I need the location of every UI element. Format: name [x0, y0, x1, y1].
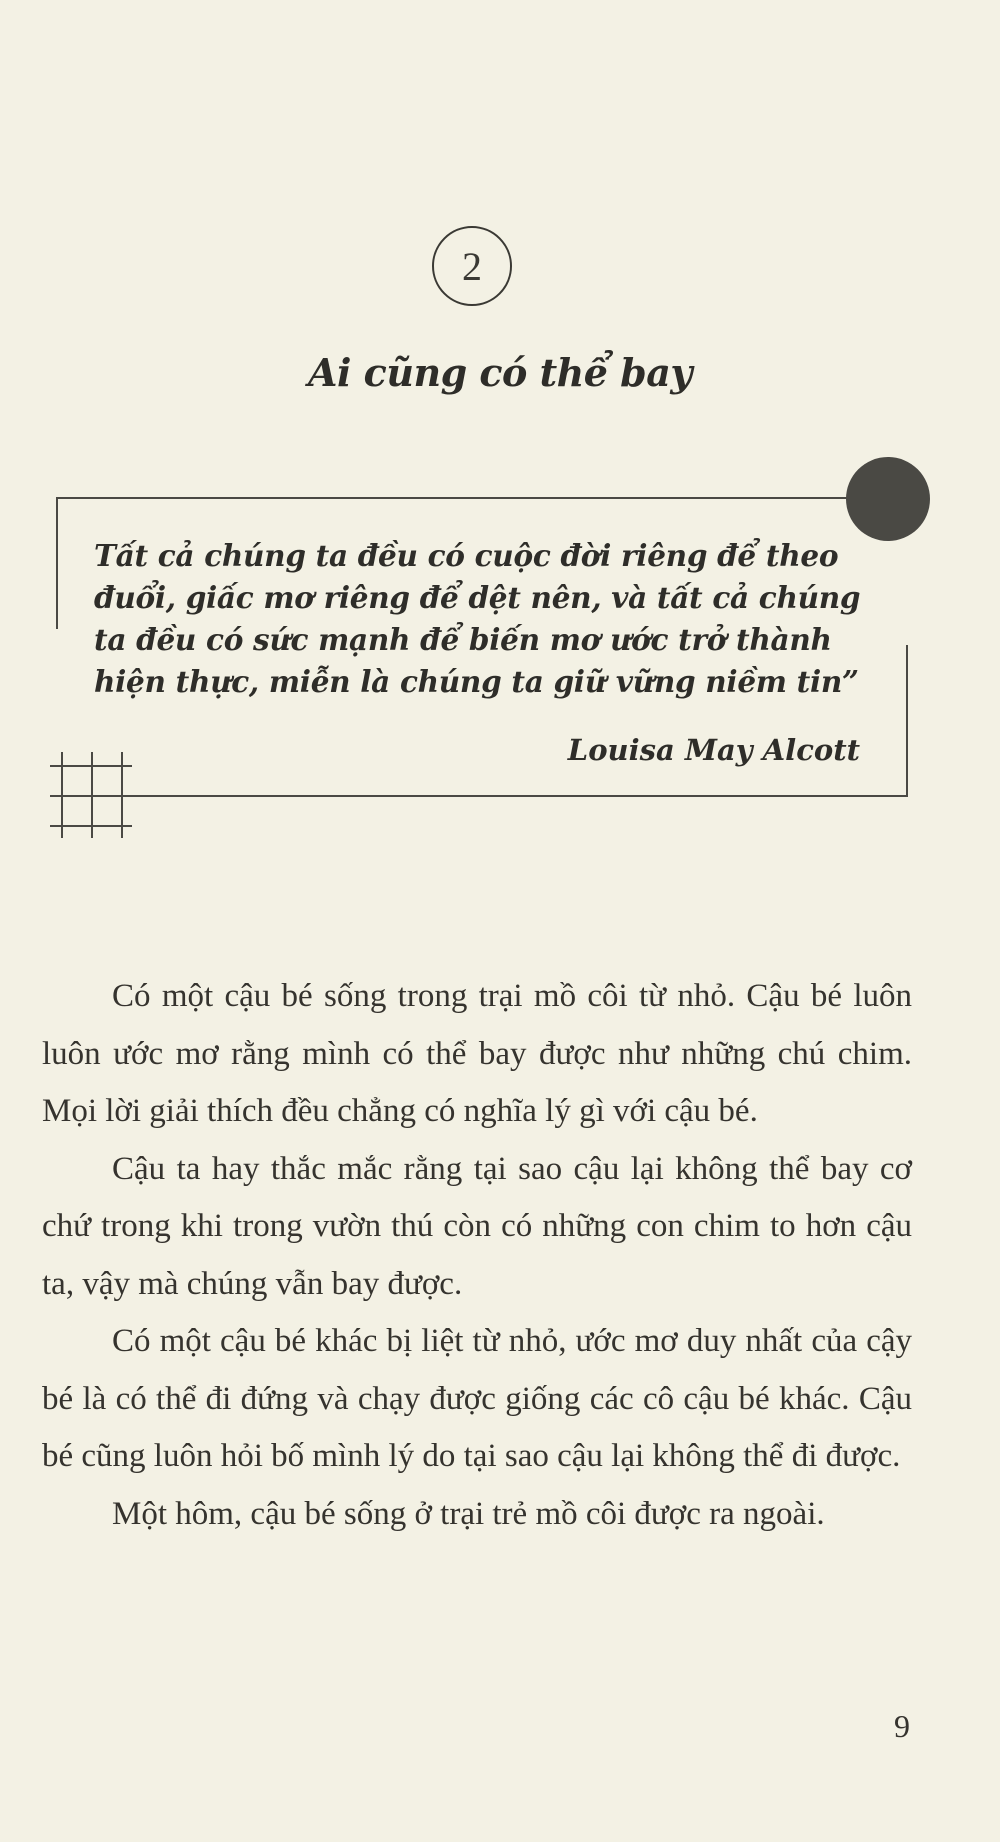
- quote-text: Tất cả chúng ta đều có cuộc đời riêng để theo đuổi, giấc mơ riêng để dệt nên, và tất cả chúng ta đều có sức mạnh để biến mơ ước trở thành hiện thực, miễn là chúng ta giữ vững niềm tin”: [94, 538, 861, 699]
- chapter-number-badge: [432, 226, 512, 306]
- quote-author: Louisa May Alcott: [567, 733, 860, 767]
- decorative-dot: [846, 457, 930, 541]
- paragraph: Một hôm, cậu bé sống ở trại trẻ mồ côi được ra ngoài.: [112, 1495, 825, 1532]
- paragraph: Có một cậu bé khác bị liệt từ nhỏ, ước mơ duy nhất của cậy bé là có thể đi đứng và chạy được giống các cô cậu bé khác. Cậu bé cũng luôn hỏi bố mình lý do tại sao cậu lại không thể đi được.: [42, 1323, 912, 1474]
- body-text: [42, 968, 912, 1543]
- paragraph: Cậu ta hay thắc mắc rằng tại sao cậu lại không thể bay cơ chứ trong khi trong vườn thú còn có những con chim to hơn cậu ta, vậy mà chúng vẫn bay được.: [42, 1150, 912, 1302]
- decorative-grid: [50, 752, 132, 838]
- paragraph: Có một cậu bé sống trong trại mồ côi từ nhỏ. Cậu bé luôn luôn ước mơ rằng mình có thể bay được như những chú chim. Mọi lời giải thích đều chẳng có nghĩa lý gì với cậu bé.: [42, 978, 912, 1129]
- page-number: 9: [894, 1708, 910, 1744]
- chapter-title: Ai cũng có thể bay: [308, 350, 692, 395]
- chapter-number: 2: [462, 243, 482, 289]
